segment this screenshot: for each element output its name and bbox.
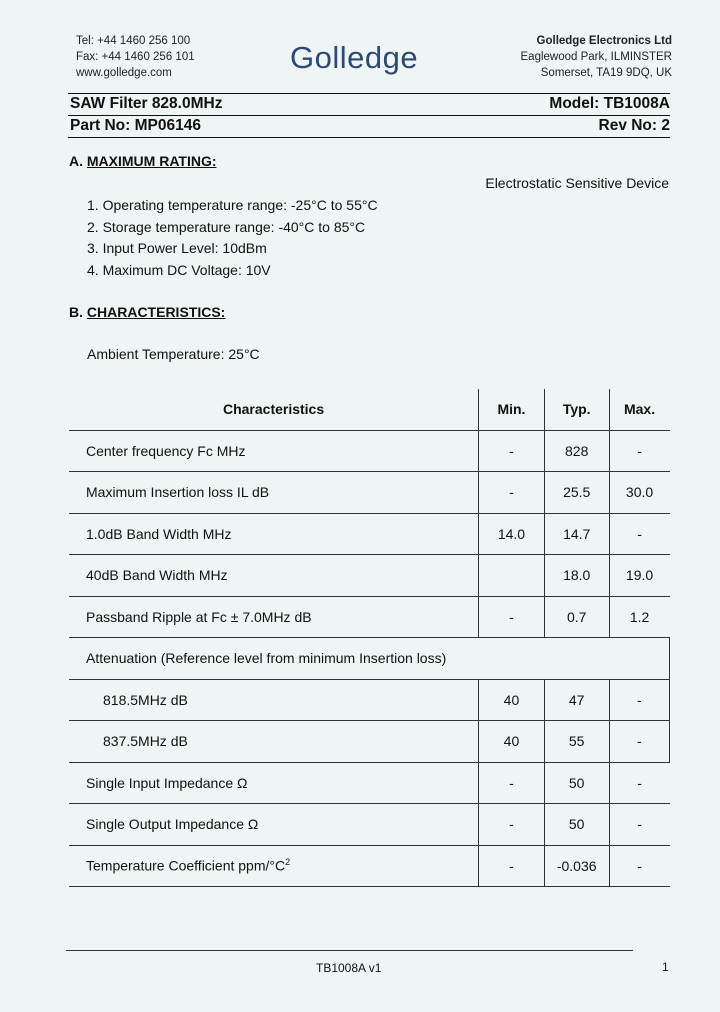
- row-min: [479, 555, 545, 597]
- rating-item: 2. Storage temperature range: -40°C to 85°C: [87, 218, 366, 235]
- company-name: Golledge Electronics Ltd: [536, 35, 672, 47]
- section-a-prefix: A.: [69, 153, 83, 169]
- row-max: -: [609, 845, 669, 887]
- row-min: 40: [479, 721, 545, 763]
- row-max: -: [609, 513, 669, 555]
- rating-item: 4. Maximum DC Voltage: 10V: [87, 262, 271, 279]
- row-label: Center frequency Fc MHz: [69, 430, 479, 472]
- table-row: [69, 555, 670, 597]
- product-title: SAW Filter 828.0MHz: [70, 95, 223, 112]
- row-min: -: [479, 762, 545, 804]
- attenuation-row: [69, 638, 670, 680]
- row-max: -: [609, 804, 669, 846]
- header-characteristics: Characteristics: [69, 389, 479, 430]
- fax: Fax: +44 1460 256 101: [76, 51, 195, 63]
- table-row: [69, 804, 670, 846]
- table-row: [69, 721, 670, 763]
- table-header-row: [69, 389, 670, 430]
- model-number: Model: TB1008A: [549, 95, 670, 112]
- row-min: -: [479, 804, 545, 846]
- table-row: [69, 513, 670, 555]
- section-a-title: [69, 153, 217, 169]
- row-max: -: [609, 762, 669, 804]
- row-typ: 14.7: [544, 513, 609, 555]
- header-row-1: [70, 95, 670, 115]
- row-label: 818.5MHz dB: [69, 679, 479, 721]
- row-max: -: [609, 430, 669, 472]
- row-min: -: [479, 596, 545, 638]
- row-label: Passband Ripple at Fc ± 7.0MHz dB: [69, 596, 479, 638]
- row-label: Single Output Impedance Ω: [69, 804, 479, 846]
- ambient-temperature: Ambient Temperature: 25°C: [87, 346, 260, 362]
- rating-list: [87, 195, 378, 282]
- table-row: [69, 762, 670, 804]
- section-b-prefix: B.: [69, 304, 83, 320]
- row-typ: 47: [544, 679, 609, 721]
- header-row-2: [70, 117, 670, 137]
- row-label: Maximum Insertion loss IL dB: [69, 472, 479, 514]
- row-max: 19.0: [609, 555, 669, 597]
- tel: Tel: +44 1460 256 100: [76, 35, 191, 47]
- characteristics-table: [69, 389, 670, 887]
- row-typ: -0.036: [544, 845, 609, 887]
- row-typ: 18.0: [544, 555, 609, 597]
- row-min: -: [479, 430, 545, 472]
- row-typ: 50: [544, 804, 609, 846]
- row-typ: 0.7: [544, 596, 609, 638]
- rating-item: 3. Input Power Level: 10dBm: [87, 240, 267, 257]
- row-min: -: [479, 472, 545, 514]
- row-min: -: [479, 845, 545, 887]
- table-row: [69, 596, 670, 638]
- header-min: Min.: [479, 389, 545, 430]
- table-row: [69, 430, 670, 472]
- rating-item: 1. Operating temperature range: -25°C to 55°C: [87, 197, 378, 213]
- row-typ: 25.5: [544, 472, 609, 514]
- row-max: 1.2: [609, 596, 669, 638]
- footer-doc-id: TB1008A v1: [316, 961, 382, 975]
- header-rule-top: [68, 93, 670, 94]
- row-max: -: [609, 721, 669, 763]
- tempco-label: Temperature Coefficient ppm/°C: [86, 858, 286, 875]
- contact-block: [76, 33, 195, 81]
- header-max: Max.: [609, 389, 669, 430]
- row-max: 30.0: [609, 472, 669, 514]
- company-address-2: Somerset, TA19 9DQ, UK: [540, 67, 672, 79]
- section-b-heading: CHARACTERISTICS:: [86, 304, 226, 320]
- row-label: 40dB Band Width MHz: [69, 555, 479, 597]
- row-typ: 55: [544, 721, 609, 763]
- revision-number: Rev No: 2: [598, 117, 670, 134]
- website: www.golledge.com: [76, 67, 172, 79]
- company-block: [521, 33, 672, 81]
- header-rule-mid: [68, 115, 670, 116]
- section-a-heading: MAXIMUM RATING:: [86, 153, 217, 169]
- esd-note: Electrostatic Sensitive Device: [485, 175, 669, 191]
- row-typ: 50: [544, 762, 609, 804]
- part-number: Part No: MP06146: [70, 117, 201, 134]
- header-rule-bottom: [68, 137, 670, 138]
- row-label: Single Input Impedance Ω: [69, 762, 479, 804]
- page-number: 1: [662, 960, 669, 974]
- golledge-logo: [290, 40, 440, 80]
- row-typ: 828: [544, 430, 609, 472]
- logo-text: Golledge: [290, 40, 419, 75]
- section-b-title: [69, 304, 225, 320]
- row-min: 40: [479, 679, 545, 721]
- table-row: [69, 472, 670, 514]
- attenuation-label: Attenuation (Reference level from minimum Insertion loss): [69, 638, 670, 680]
- row-min: 14.0: [479, 513, 545, 555]
- tempco-sup: 2: [285, 857, 291, 868]
- row-label: 1.0dB Band Width MHz: [69, 513, 479, 555]
- table-row: [69, 679, 670, 721]
- footer-rule: [66, 950, 633, 951]
- company-address-1: Eaglewood Park, ILMINSTER: [520, 51, 672, 63]
- header-typ: Typ.: [544, 389, 609, 430]
- row-label: 837.5MHz dB: [69, 721, 479, 763]
- row-label: [69, 845, 479, 887]
- row-max: -: [609, 679, 669, 721]
- table-row: [69, 845, 670, 887]
